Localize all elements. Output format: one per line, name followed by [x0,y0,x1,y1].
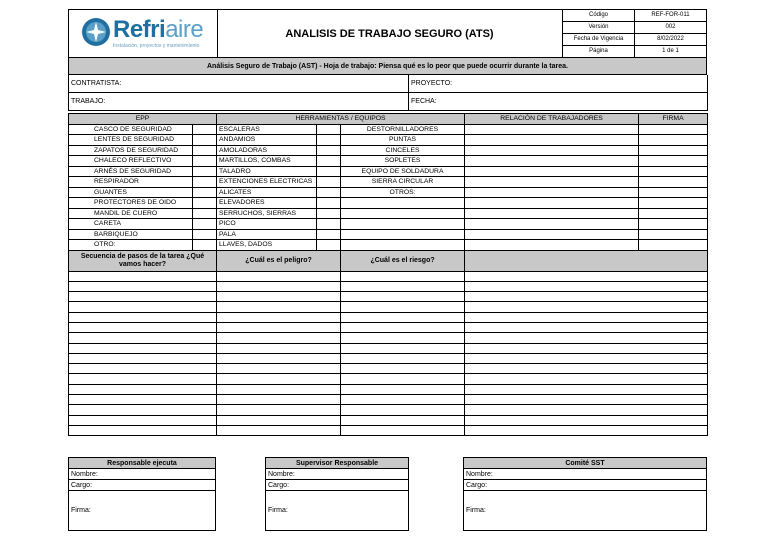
meta-value: 002 [635,22,707,34]
medida-cell[interactable] [465,405,708,415]
checklist-row [69,166,708,177]
tool-item: TALADRO [217,166,317,177]
tool-check-cell[interactable] [317,187,341,198]
tool-check-cell[interactable] [317,240,341,251]
checklist-row [69,198,708,209]
signature-box-supervisor [265,457,409,531]
checklist-row [69,219,708,230]
worker-name-cell[interactable] [465,177,639,188]
checklist-row [69,208,708,219]
step-row [69,415,708,425]
tool-check-cell[interactable] [317,229,341,240]
tool-item: EQUIPO DE SOLDADURA [341,166,465,177]
step-cell[interactable] [69,364,217,374]
epp-item: OTRO: [69,240,193,251]
tool-check-cell[interactable] [317,124,341,135]
worker-name-cell[interactable] [465,240,639,251]
checklist-row [69,135,708,146]
checklist-row [69,240,708,251]
epp-item: CASCO DE SEGURIDAD [69,124,193,135]
medida-cell[interactable] [465,292,708,302]
worker-signature-cell[interactable] [639,229,708,240]
cargo-field[interactable]: Cargo: [464,480,707,491]
tool-item [341,208,465,219]
signature-box-responsable [68,457,216,531]
peligro-cell[interactable] [217,364,341,374]
riesgo-cell[interactable] [341,364,465,374]
peligro-cell[interactable] [217,425,341,435]
trabajo-field[interactable]: TRABAJO: [69,93,409,111]
medida-cell[interactable] [465,364,708,374]
medida-cell[interactable] [465,384,708,394]
medida-cell[interactable] [465,374,708,384]
tool-item: MARTILLOS, COMBAS [217,156,317,167]
worker-name-cell[interactable] [465,156,639,167]
medida-cell[interactable] [465,395,708,405]
peligro-cell[interactable] [217,322,341,332]
riesgo-cell[interactable] [341,395,465,405]
epp-item: GUANTES [69,187,193,198]
epp-item: MANDIL DE CUERO [69,208,193,219]
epp-item: CARETA [69,219,193,230]
firma-header: FIRMA [639,114,708,125]
step-cell[interactable] [69,322,217,332]
checklist-row [69,177,708,188]
tool-check-cell[interactable] [317,135,341,146]
step-row [69,302,708,312]
refriaire-logo-icon [81,17,111,47]
step-cell[interactable] [69,292,217,302]
firma-field[interactable]: Firma: [464,491,707,531]
worker-name-cell[interactable] [465,198,639,209]
tool-check-cell[interactable] [317,156,341,167]
step-row [69,364,708,374]
medida-cell[interactable] [465,312,708,322]
step-cell[interactable] [69,271,217,281]
checklist-row [69,229,708,240]
peligro-cell[interactable] [217,281,341,291]
tool-check-cell[interactable] [317,145,341,156]
step-row [69,322,708,332]
epp-check-cell[interactable] [193,135,217,146]
brand-tagline: Instalación, proyectos y mantenimiento [113,43,200,49]
peligro-cell[interactable] [217,302,341,312]
step-cell[interactable] [69,374,217,384]
step-cell[interactable] [69,425,217,435]
worker-signature-cell[interactable] [639,124,708,135]
peligro-cell[interactable] [217,333,341,343]
meta-value: 1 de 1 [635,46,707,58]
epp-check-cell[interactable] [193,156,217,167]
riesgo-cell[interactable] [341,322,465,332]
medidas-header [465,250,708,271]
medida-cell[interactable] [465,343,708,353]
epp-check-cell[interactable] [193,145,217,156]
tool-item [341,198,465,209]
step-cell[interactable] [69,405,217,415]
epp-item: LENTES DE SEGURIDAD [69,135,193,146]
meta-label: Versión [563,22,635,34]
document-meta-table [562,10,707,58]
logo-area [69,10,218,57]
step-row [69,271,708,281]
step-row [69,353,708,363]
step-cell[interactable] [69,343,217,353]
meta-label: Fecha de Vigencia [563,34,635,46]
document-title: ANALISIS DE TRABAJO SEGURO (ATS) [217,10,563,57]
worker-name-cell[interactable] [465,187,639,198]
main-grid [68,113,708,436]
tool-item: SERRUCHOS, SIERRAS [217,208,317,219]
tool-item [341,240,465,251]
step-cell[interactable] [69,384,217,394]
medida-cell[interactable] [465,302,708,312]
peligro-cell[interactable] [217,374,341,384]
firma-field[interactable]: Firma: [69,491,216,531]
epp-check-cell[interactable] [193,219,217,230]
riesgo-cell[interactable] [341,333,465,343]
riesgo-header: ¿Cuál es el riesgo? [341,250,465,271]
epp-item: RESPIRADOR [69,177,193,188]
epp-check-cell[interactable] [193,208,217,219]
checklist-row [69,187,708,198]
checklist-row [69,145,708,156]
tool-item: EXTENCIONES ELECTRICAS [217,177,317,188]
tool-item: PICO [217,219,317,230]
tool-check-cell[interactable] [317,166,341,177]
peligro-cell[interactable] [217,415,341,425]
medida-cell[interactable] [465,271,708,281]
step-cell[interactable] [69,333,217,343]
worker-signature-cell[interactable] [639,240,708,251]
tool-item: SOPLETES [341,156,465,167]
worker-name-cell[interactable] [465,166,639,177]
checklist-row [69,156,708,167]
peligro-cell[interactable] [217,312,341,322]
riesgo-cell[interactable] [341,281,465,291]
tool-item: OTROS: [341,187,465,198]
peligro-cell[interactable] [217,271,341,281]
riesgo-cell[interactable] [341,271,465,281]
riesgo-cell[interactable] [341,292,465,302]
signature-title: Supervisor Responsable [266,458,409,469]
peligro-cell[interactable] [217,292,341,302]
proyecto-field[interactable]: PROYECTO: [409,75,708,93]
tool-check-cell[interactable] [317,177,341,188]
medida-cell[interactable] [465,425,708,435]
epp-item: BARBIQUEJO [69,229,193,240]
tool-item: ESCALERAS [217,124,317,135]
contratista-field[interactable]: CONTRATISTA: [69,75,409,93]
worker-name-cell[interactable] [465,229,639,240]
epp-item: PROTECTORES DE OIDO [69,198,193,209]
medida-cell[interactable] [465,322,708,332]
secuencia-header: Secuencia de pasos de la tarea ¿Qué vamos hacer? [69,250,217,271]
tool-item: PALA [217,229,317,240]
worker-signature-cell[interactable] [639,198,708,209]
step-row [69,333,708,343]
tool-check-cell[interactable] [317,198,341,209]
epp-item: ARNÉS DE SEGURIDAD [69,166,193,177]
riesgo-cell[interactable] [341,405,465,415]
relacion-header: RELACIÓN DE TRABAJADORES [465,114,639,125]
tool-check-cell[interactable] [317,219,341,230]
worker-signature-cell[interactable] [639,219,708,230]
meta-value: 8/02/2022 [635,34,707,46]
riesgo-cell[interactable] [341,425,465,435]
checklist-row [69,124,708,135]
medida-cell[interactable] [465,281,708,291]
step-cell[interactable] [69,395,217,405]
tool-item: PUNTAS [341,135,465,146]
brand-name: Refriaire [113,16,204,43]
riesgo-cell[interactable] [341,312,465,322]
riesgo-cell[interactable] [341,384,465,394]
firma-field[interactable]: Firma: [266,491,409,531]
worker-signature-cell[interactable] [639,177,708,188]
medida-cell[interactable] [465,333,708,343]
peligro-cell[interactable] [217,343,341,353]
peligro-cell[interactable] [217,353,341,363]
step-cell[interactable] [69,302,217,312]
step-row [69,281,708,291]
step-row [69,312,708,322]
tool-item [341,219,465,230]
tool-item: ANDAMIOS [217,135,317,146]
worker-name-cell[interactable] [465,145,639,156]
epp-check-cell[interactable] [193,187,217,198]
tool-item: LLAVES, DADOS [217,240,317,251]
document-header [68,9,707,58]
riesgo-cell[interactable] [341,374,465,384]
epp-check-cell[interactable] [193,240,217,251]
step-row [69,395,708,405]
riesgo-cell[interactable] [341,353,465,363]
tool-item: DESTORNILLADORES [341,124,465,135]
epp-check-cell[interactable] [193,198,217,209]
epp-check-cell[interactable] [193,177,217,188]
meta-label: Código [563,10,635,22]
step-cell[interactable] [69,415,217,425]
tool-item [341,229,465,240]
step-cell[interactable] [69,353,217,363]
tool-item: CINCELES [341,145,465,156]
meta-label: Página [563,46,635,58]
peligro-cell[interactable] [217,405,341,415]
cargo-field[interactable]: Cargo: [266,480,409,491]
peligro-cell[interactable] [217,384,341,394]
epp-item: CHALECO REFLECTIVO [69,156,193,167]
worker-signature-cell[interactable] [639,187,708,198]
riesgo-cell[interactable] [341,343,465,353]
step-row [69,374,708,384]
nombre-field[interactable]: Nombre: [464,469,707,480]
worker-signature-cell[interactable] [639,135,708,146]
fecha-field[interactable]: FECHA: [409,93,708,111]
tool-item: ELEVADORES [217,198,317,209]
riesgo-cell[interactable] [341,302,465,312]
worker-signature-cell[interactable] [639,208,708,219]
cargo-field[interactable]: Cargo: [69,480,216,491]
nombre-field[interactable]: Nombre: [69,469,216,480]
signature-title: Responsable ejecuta [69,458,216,469]
step-row [69,425,708,435]
tool-item: ALICATES [217,187,317,198]
worker-name-cell[interactable] [465,208,639,219]
herramientas-header: HERRAMIENTAS / EQUIPOS [217,114,465,125]
medida-cell[interactable] [465,415,708,425]
epp-item: ZAPATOS DE SEGURIDAD [69,145,193,156]
step-row [69,343,708,353]
peligro-cell[interactable] [217,395,341,405]
worker-name-cell[interactable] [465,135,639,146]
signature-box-comite [463,457,707,531]
step-cell[interactable] [69,312,217,322]
epp-check-cell[interactable] [193,229,217,240]
tool-item: SIERRA CIRCULAR [341,177,465,188]
step-row [69,405,708,415]
worker-name-cell[interactable] [465,124,639,135]
step-row [69,292,708,302]
tool-check-cell[interactable] [317,208,341,219]
epp-header: EPP [69,114,217,125]
worker-signature-cell[interactable] [639,166,708,177]
info-table [68,75,708,111]
signature-title: Comité SST [464,458,707,469]
step-row [69,384,708,394]
worker-name-cell[interactable] [465,219,639,230]
nombre-field[interactable]: Nombre: [266,469,409,480]
step-cell[interactable] [69,281,217,291]
tool-item: AMOLADORAS [217,145,317,156]
peligro-header: ¿Cuál es el peligro? [217,250,341,271]
worker-signature-cell[interactable] [639,145,708,156]
meta-value: REF-FOR-011 [635,10,707,22]
riesgo-cell[interactable] [341,415,465,425]
medida-cell[interactable] [465,353,708,363]
epp-check-cell[interactable] [193,124,217,135]
worksheet-band: Análisis Seguro de Trabajo (AST) - Hoja de trabajo: Piensa qué es lo peor que puede ocurrir durante la tarea. [68,58,707,75]
worker-signature-cell[interactable] [639,156,708,167]
epp-check-cell[interactable] [193,166,217,177]
